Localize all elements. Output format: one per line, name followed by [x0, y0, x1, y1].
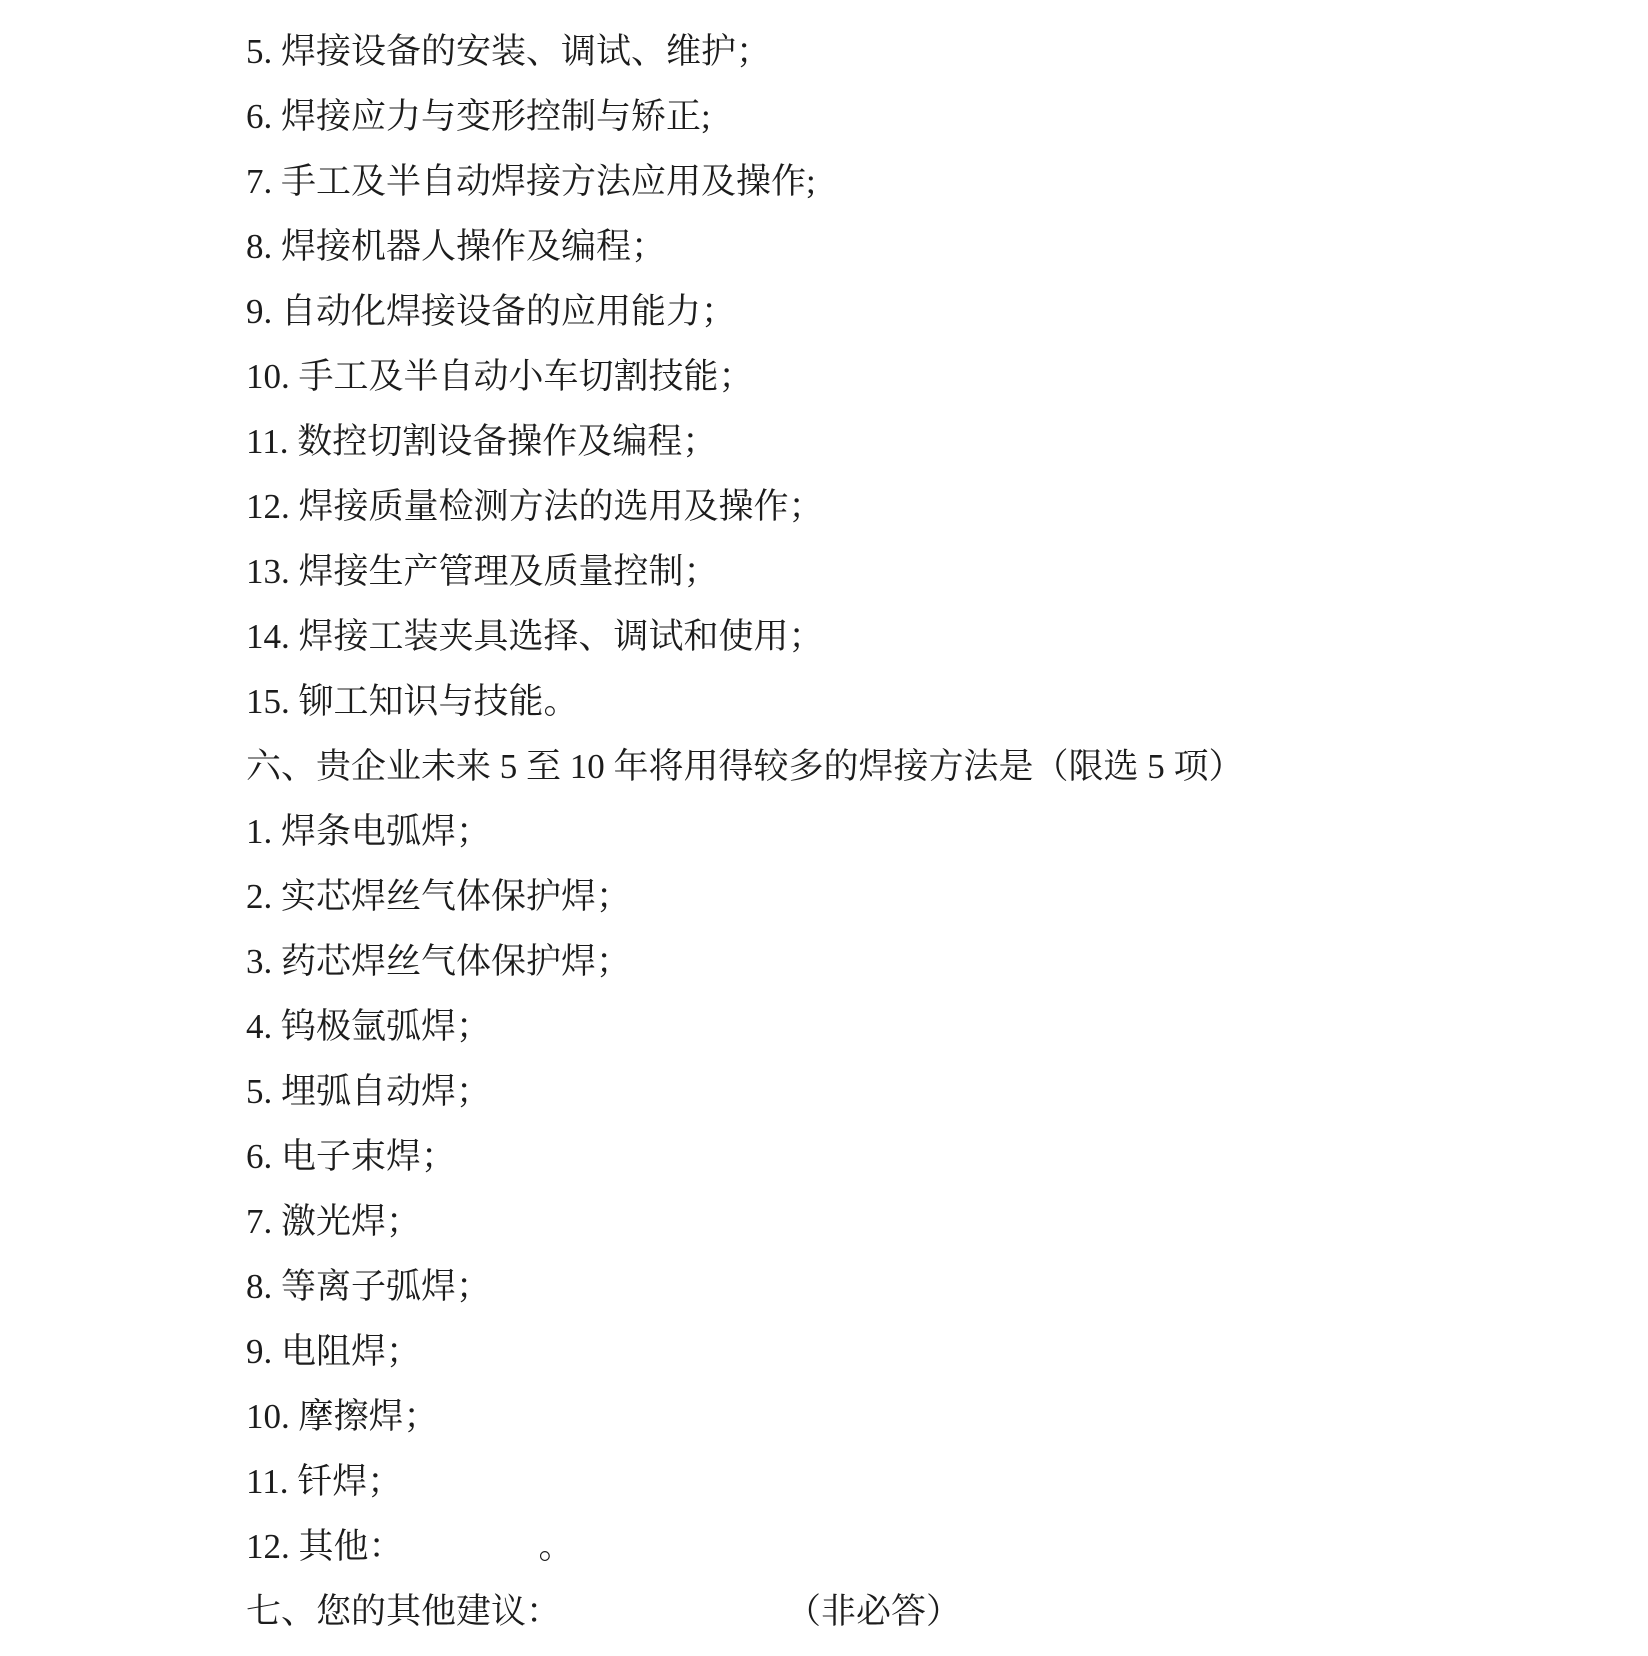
list-item-q5-15: 15. 铆工知识与技能。	[246, 682, 579, 721]
question7-heading	[246, 1579, 1608, 1644]
list-item-q5-14: 14. 焊接工装夹具选择、调试和使用；	[246, 617, 824, 656]
list-item-q5-7: 7. 手工及半自动焊接方法应用及操作;	[246, 162, 816, 201]
suggestion-label: 七、您的其他建议：	[246, 1592, 562, 1631]
list-item-q5-12: 12. 焊接质量检测方法的选用及操作；	[246, 487, 824, 526]
list-item-q6-1: 1. 焊条电弧焊；	[246, 812, 492, 851]
list-item-q6-12-other	[246, 1514, 1608, 1579]
list-item-q6-5: 5. 埋弧自动焊；	[246, 1072, 492, 1111]
list-item-q5-13: 13. 焊接生产管理及质量控制；	[246, 552, 719, 591]
list-item-q5-11: 11. 数控切割设备操作及编程；	[246, 422, 718, 461]
question6-heading: 六、贵企业未来 5 至 10 年将用得较多的焊接方法是（限选 5 项）	[246, 747, 1244, 786]
list-item-q5-9: 9. 自动化焊接设备的应用能力；	[246, 292, 737, 331]
list-item-q5-5: 5. 焊接设备的安装、调试、维护；	[246, 32, 772, 71]
list-item-q6-10: 10. 摩擦焊；	[246, 1397, 439, 1436]
list-item-q5-10: 10. 手工及半自动小车切割技能；	[246, 357, 754, 396]
list-item-q6-7: 7. 激光焊；	[246, 1202, 422, 1241]
list-item-q6-3: 3. 药芯焊丝气体保护焊；	[246, 942, 632, 981]
list-item-q6-4: 4. 钨极氩弧焊；	[246, 1007, 492, 1046]
list-item-q6-2: 2. 实芯焊丝气体保护焊；	[246, 877, 632, 916]
list-item-q5-8: 8. 焊接机器人操作及编程；	[246, 227, 667, 266]
other-option-label: 12. 其他：	[246, 1527, 404, 1566]
list-item-q6-8: 8. 等离子弧焊；	[246, 1267, 492, 1306]
suggestion-fill-blank	[561, 1622, 786, 1623]
list-item-q6-6: 6. 电子束焊；	[246, 1137, 457, 1176]
list-item-q5-6: 6. 焊接应力与变形控制与矫正;	[246, 97, 711, 136]
list-item-q6-11: 11. 钎焊；	[246, 1462, 403, 1501]
other-option-period: 。	[538, 1527, 574, 1566]
suggestion-note: （非必答）	[786, 1592, 962, 1631]
other-fill-blank	[404, 1557, 539, 1558]
list-item-q6-9: 9. 电阻焊；	[246, 1332, 422, 1371]
